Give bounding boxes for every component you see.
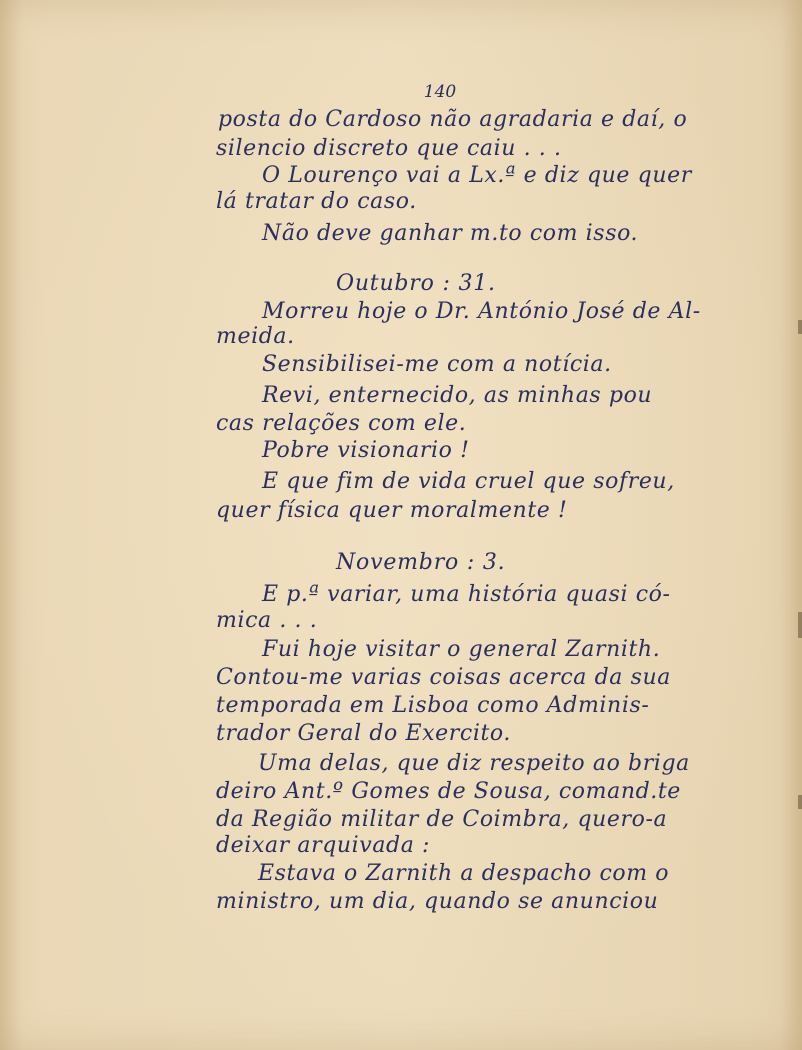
text-line: silencio discreto que caiu . . .: [216, 136, 562, 161]
text-line: temporada em Lisboa como Adminis-: [216, 693, 650, 718]
text-line: E que fim de vida cruel que sofreu,: [262, 469, 675, 494]
text-line: deiro Ant.º Gomes de Sousa, comand.te: [216, 779, 681, 804]
text-line: Não deve ganhar m.to com isso.: [262, 221, 639, 246]
text-line: E p.ª variar, uma história quasi có-: [262, 582, 671, 607]
text-line: Estava o Zarnith a despacho com o: [258, 861, 670, 886]
text-line: quer física quer moralmente !: [216, 498, 568, 523]
text-line: Pobre visionario !: [262, 438, 470, 463]
text-line: lá tratar do caso.: [216, 189, 417, 214]
text-line: Morreu hoje o Dr. António José de Al-: [262, 299, 701, 324]
date-heading: Outubro : 31.: [336, 271, 496, 296]
text-line: deixar arquivada :: [216, 833, 431, 858]
page-number: 140: [423, 82, 457, 102]
text-line: Revi, enternecido, as minhas pou: [262, 383, 653, 408]
text-line: mica . . .: [216, 608, 318, 633]
text-line: meida.: [216, 324, 295, 349]
text-line: Contou-me varias coisas acerca da sua: [216, 665, 671, 690]
text-line: Uma delas, que diz respeito ao briga: [258, 751, 690, 776]
text-line: trador Geral do Exercito.: [216, 721, 511, 746]
text-line: ministro, um dia, quando se anunciou: [216, 889, 659, 914]
text-line: posta do Cardoso não agradaria e daí, o: [218, 107, 688, 132]
date-heading: Novembro : 3.: [336, 550, 506, 575]
text-line: Fui hoje visitar o general Zarnith.: [262, 637, 661, 662]
text-line: Sensibilisei-me com a notícia.: [262, 352, 612, 377]
text-line: cas relações com ele.: [216, 411, 467, 436]
text-line: O Lourenço vai a Lx.ª e diz que quer: [262, 163, 692, 188]
text-line: da Região militar de Coimbra, quero-a: [216, 807, 668, 832]
